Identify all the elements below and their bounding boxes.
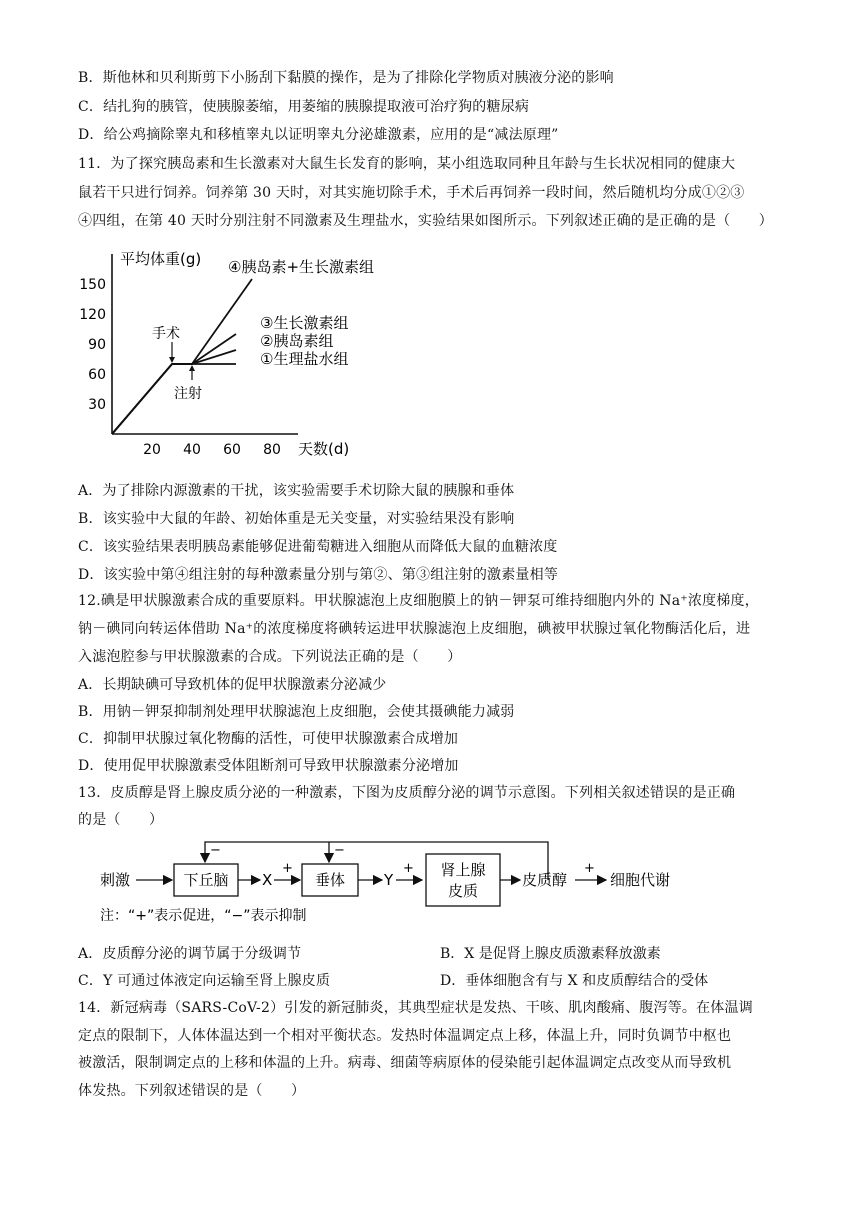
pituitary-label: 垂体 (314, 871, 346, 889)
x-tick-label: 40 (183, 442, 201, 458)
series-1-label: ①生理盐水组 (260, 350, 349, 368)
minus-sign-pituitary: − (334, 843, 345, 858)
q13-stem-line2: 的是（ ） (78, 812, 164, 828)
q13-option-c: C．Y 可通过体液定向运输至肾上腺皮质 (78, 973, 331, 989)
q13-option-b: B．X 是促肾上腺皮质激素释放激素 (440, 946, 661, 962)
q12-stem-line1: 12.碘是甲状腺激素合成的重要原料。甲状腺滤泡上皮细胞膜上的钠－钾泵可维持细胞内外的 Na⁺浓度梯度， (78, 593, 759, 609)
diagram-note: 注：“+”表示促进，“−”表示抑制 (100, 908, 307, 924)
surgery-label: 手术 (152, 326, 180, 342)
x-tick-label: 20 (143, 442, 161, 458)
q11-option-b: B．该实验中大鼠的年龄、初始体重是无关变量，对实验结果没有影响 (78, 511, 515, 527)
q11-option-d: D．该实验中第④组注射的每种激素量分别与第②、第③组注射的激素量相等 (78, 567, 559, 583)
plus-sign-x: + (282, 861, 293, 876)
q11-stem-line2: 鼠若干只进行饲养。饲养第 30 天时，对其实施切除手术，手术后再饲养一段时间，然后随机均分成①②③ (78, 185, 745, 201)
x-label: X (262, 871, 273, 889)
chart-labels (79, 250, 374, 458)
q12-option-d: D．使用促甲状腺激素受体阻断剂可导致甲状腺激素分泌增加 (78, 758, 459, 774)
q13-option-a: A．皮质醇分泌的调节属于分级调节 (78, 946, 302, 962)
hypothalamus-label: 下丘脑 (183, 871, 229, 889)
series-3-line (112, 334, 236, 434)
q11-option-a: A．为了排除内源激素的干扰，该实验需要手术切除大鼠的胰腺和垂体 (78, 483, 515, 499)
metabolism-label: 细胞代谢 (610, 871, 671, 889)
y-axis-label: 平均体重(g) (120, 250, 202, 268)
y-tick-label: 150 (79, 277, 106, 293)
q10-option-b: B．斯他林和贝利斯剪下小肠刮下黏膜的操作，是为了排除化学物质对胰液分泌的影响 (78, 70, 614, 86)
q14-stem-line3: 被激活，限制调定点的上移和体温的上升。病毒、细菌等病原体的侵染能引起体温调定点改变从而导致机 (78, 1055, 732, 1071)
y-label: Y (384, 871, 394, 889)
adrenal-label-line1: 肾上腺 (440, 861, 486, 879)
adrenal-label-line2: 皮质 (447, 882, 479, 900)
x-tick-label: 80 (263, 442, 281, 458)
x-tick-label: 60 (223, 442, 241, 458)
series-4-label: ④胰岛素+生长激素组 (228, 258, 375, 276)
q12-option-b: B．用钠－钾泵抑制剂处理甲状腺滤泡上皮细胞，会使其摄碘能力减弱 (78, 704, 515, 720)
q14-stem-line2: 定点的限制下，人体体温达到一个相对平衡状态。发热时体温调定点上移，体温上升，同时负调节中枢也 (78, 1028, 732, 1044)
plus-sign-y: + (403, 861, 414, 876)
q14-stem-line4: 体发热。下列叙述错误的是（ ） (78, 1083, 306, 1099)
surgery-arrow (169, 357, 175, 363)
q12-stem-line2: 钠－碘同向转运体借助 Na⁺的浓度梯度将碘转运进甲状腺滤泡上皮细胞，碘被甲状腺过氧化物酶活化后，进 (78, 621, 751, 637)
x-axis-label: 天数(d) (298, 440, 350, 458)
q13-option-d: D．垂体细胞含有与 X 和皮质醇结合的受体 (440, 973, 709, 989)
series-3-label: ③生长激素组 (260, 314, 349, 332)
series-2-label: ②胰岛素组 (260, 332, 334, 350)
cortisol-label: 皮质醇 (522, 871, 568, 889)
q11-stem-line3: ④四组，在第 40 天时分别注射不同激素及生理盐水，实验结果如图所示。下列叙述正确的是正确的是（ ） (78, 213, 773, 229)
q12-stem-line3: 入滤泡腔参与甲状腺激素的合成。下列说法正确的是（ ） (78, 649, 462, 665)
y-tick-label: 60 (88, 367, 106, 383)
q14-stem-line1: 14．新冠病毒（SARS-CoV-2）引发的新冠肺炎，其典型症状是发热、干咳、肌肉酸痛、腹泻等。在体温调 (78, 1000, 753, 1016)
q12-option-c: C．抑制甲状腺过氧化物酶的活性，可使甲状腺激素合成增加 (78, 731, 459, 747)
y-tick-label: 120 (79, 307, 106, 323)
q10-option-d: D．给公鸡摘除睾丸和移植睾丸以证明睾丸分泌雄激素，应用的是“减法原理” (78, 127, 559, 143)
injection-label: 注射 (174, 386, 202, 402)
stimulus-label: 刺激 (100, 871, 131, 889)
cortisol-regulation-diagram (100, 832, 700, 932)
y-tick-label: 30 (88, 397, 106, 413)
q11-option-c: C．该实验结果表明胰岛素能够促进葡萄糖进入细胞从而降低大鼠的血糖浓度 (78, 539, 558, 555)
q13-stem-line1: 13．皮质醇是肾上腺皮质分泌的一种激素，下图为皮质醇分泌的调节示意图。下列相关叙述错误的是正确 (78, 785, 736, 801)
chart-series (112, 279, 252, 434)
injection-arrow (189, 365, 195, 371)
minus-sign-hypothalamus: − (210, 843, 221, 858)
y-tick-label: 90 (88, 337, 106, 353)
q10-option-c: C．结扎狗的胰管，使胰腺萎缩，用萎缩的胰腺提取液可治疗狗的糖尿病 (78, 99, 530, 115)
plus-sign-cortisol: + (584, 861, 595, 876)
weight-line-chart (78, 236, 378, 466)
q12-option-a: A．长期缺碘可导致机体的促甲状腺激素分泌减少 (78, 677, 387, 693)
q11-stem-line1: 11．为了探究胰岛素和生长激素对大鼠生长发育的影响，某小组选取同种且年龄与生长状况相同的健康大 (78, 156, 736, 172)
